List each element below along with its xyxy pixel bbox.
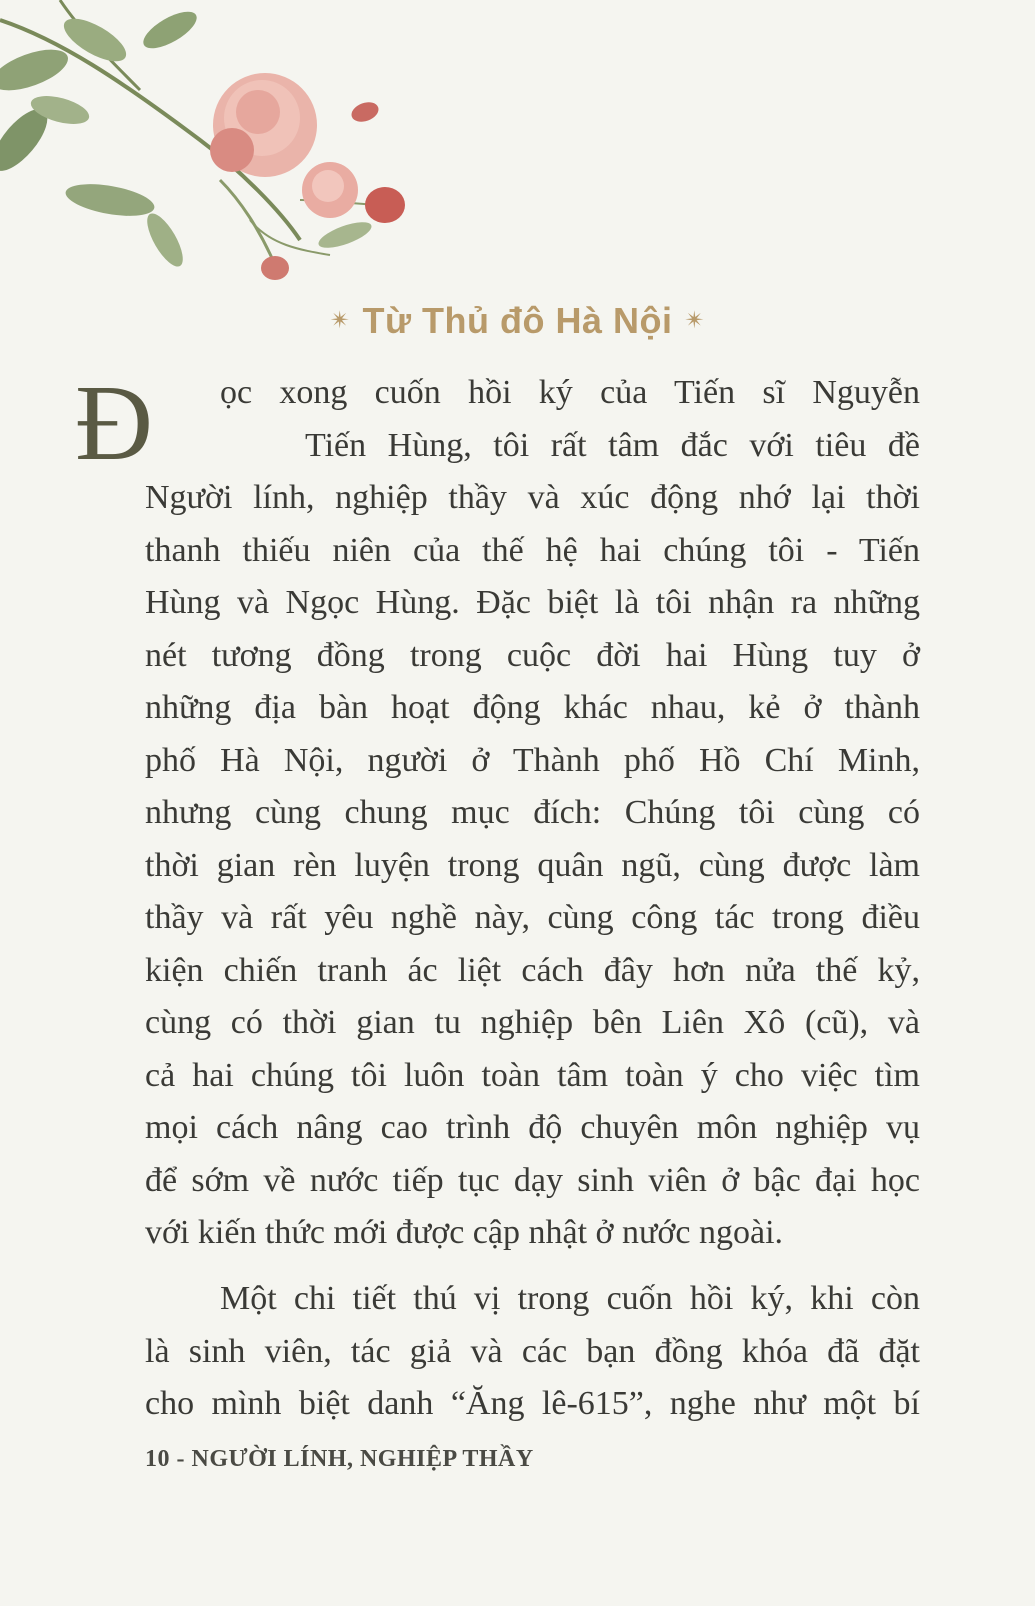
paragraph-1 [145,367,920,1260]
paragraph-line: để sớm về nước tiếp tục dạy sinh viên ở bậc đại học [145,1161,920,1199]
section-heading [0,300,1035,342]
section-title: Từ Thủ đô Hà Nội [362,300,673,341]
drop-cap: Đ [75,364,153,483]
paragraph-line: Một chi tiết thú vị trong cuốn hồi ký, khi còn [220,1280,920,1317]
paragraph-line: những địa bàn hoạt động khác nhau, kẻ ở thành [145,689,920,726]
star-ornament-right: ✴ [684,307,706,334]
paragraph-2 [145,1273,920,1431]
paragraph-line: nhưng cùng chung mục đích: Chúng tôi cùng có [145,794,920,831]
book-title: NGƯỜI LÍNH, NGHIỆP THẦY [191,1446,534,1472]
paragraph-line: là sinh viên, tác giả và các bạn đồng khóa đã đặt [145,1332,920,1370]
paragraph-line: Hùng và Ngọc Hùng. Đặc biệt là tôi nhận ra những [145,584,920,621]
paragraph-line: thời gian rèn luyện trong quân ngũ, cùng được làm [145,846,920,884]
paragraph-line: cả hai chúng tôi luôn toàn tâm toàn ý cho việc tìm [145,1056,920,1094]
paragraph-line: phố Hà Nội, người ở Thành phố Hồ Chí Minh, [145,741,920,779]
paragraph-line: ọc xong cuốn hồi ký của Tiến sĩ Nguyễn [220,374,920,411]
paragraph-line: Tiến Hùng, tôi rất tâm đắc với tiêu đề [305,426,920,464]
page-number: 10 [145,1446,170,1472]
rose-illustration [0,0,430,300]
paragraph-line: cùng có thời gian tu nghiệp bên Liên Xô (cũ), và [145,1004,920,1041]
paragraph-line: thầy và rất yêu nghề này, cùng công tác trong điều [145,899,920,936]
paragraph-line: Người lính, nghiệp thầy và xúc động nhớ lại thời [145,479,920,516]
paragraph-line: với kiến thức mới được cập nhật ở nước ngoài. [145,1214,784,1251]
paragraph-line: mọi cách nâng cao trình độ chuyên môn nghiệp vụ [145,1109,920,1146]
page-footer [145,1446,534,1473]
paragraph-line: cho mình biệt danh “Ăng lê-615”, nghe như một bí [145,1385,920,1422]
footer-separator: - [170,1446,192,1472]
paragraph-line: nét tương đồng trong cuộc đời hai Hùng tuy ở [145,636,920,674]
star-ornament-left: ✴ [329,307,351,334]
paragraph-line: kiện chiến tranh ác liệt cách đây hơn nửa thế kỷ, [145,951,920,989]
paragraph-line: thanh thiếu niên của thế hệ hai chúng tôi - Tiến [145,531,920,569]
